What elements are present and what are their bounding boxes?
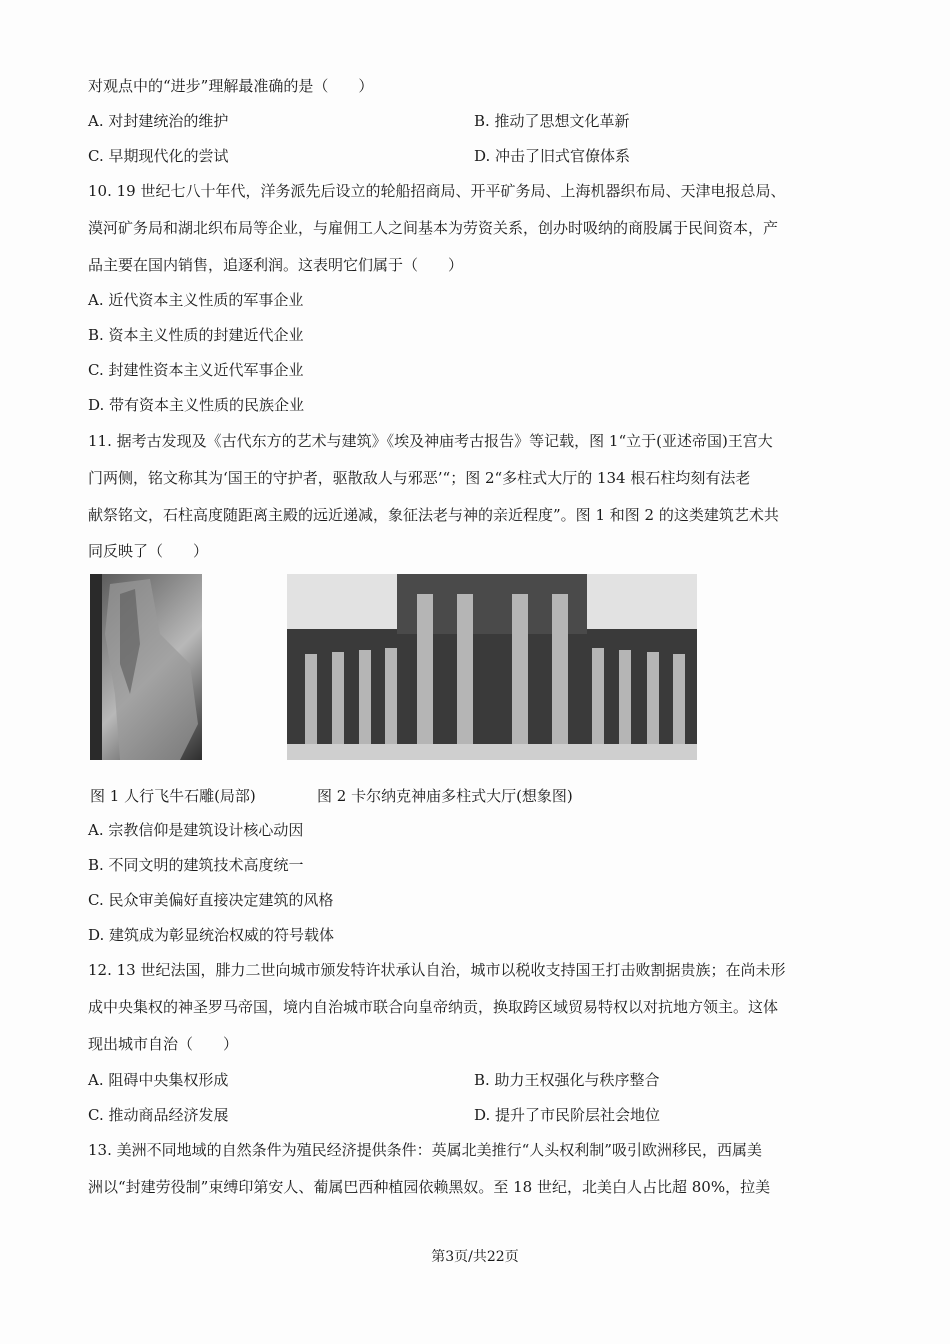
figure-2-caption: 图 2 卡尔纳克神庙多柱式大厅(想象图) bbox=[317, 787, 573, 805]
q9-option-c: C. 早期现代化的尝试 bbox=[88, 147, 229, 165]
q13-stem-line: 13. 美洲不同地域的自然条件为殖民经济提供条件：英属北美推行“人头权利制”吸引欧洲移民，西属美 bbox=[88, 1141, 762, 1159]
q12-option-d: D. 提升了市民阶层社会地位 bbox=[474, 1106, 661, 1124]
q12-stem-line: 成中央集权的神圣罗马帝国，境内自治城市联合向皇帝纳贡，换取跨区域贸易特权以对抗地方领主。这体 bbox=[88, 998, 779, 1016]
q10-option-b: B. 资本主义性质的封建近代企业 bbox=[88, 326, 304, 344]
q10-stem-line: 品主要在国内销售，追逐利润。这表明它们属于（ ） bbox=[88, 256, 464, 274]
q9-stem: 对观点中的“进步”理解最准确的是（ ） bbox=[88, 77, 374, 95]
q11-option-c: C. 民众审美偏好直接决定建筑的风格 bbox=[88, 891, 334, 909]
q12-stem-line: 现出城市自治（ ） bbox=[88, 1035, 239, 1053]
q9-option-d: D. 冲击了旧式官僚体系 bbox=[474, 147, 631, 165]
figure-1-winged-bull-image bbox=[90, 574, 202, 760]
q12-stem-line: 12. 13 世纪法国，腓力二世向城市颁发特许状承认自治，城市以税收支持国王打击败割据贵族；在尚未形 bbox=[88, 961, 786, 979]
q12-option-a: A. 阻碍中央集权形成 bbox=[88, 1071, 229, 1089]
figure-1-caption: 图 1 人行飞牛石雕(局部) bbox=[90, 787, 256, 805]
q12-option-c: C. 推动商品经济发展 bbox=[88, 1106, 229, 1124]
q10-option-c: C. 封建性资本主义近代军事企业 bbox=[88, 361, 304, 379]
q11-stem-line: 11. 据考古发现及《古代东方的艺术与建筑》《埃及神庙考古报告》等记载，图 1“立于(亚述帝国)王宫大 bbox=[88, 432, 773, 450]
q12-option-b: B. 助力王权强化与秩序整合 bbox=[474, 1071, 660, 1089]
q10-stem-line: 漠河矿务局和湖北织布局等企业，与雇佣工人之间基本为劳资关系，创办时吸纳的商股属于民间资本，产 bbox=[88, 219, 779, 237]
page-number: 第3页/共22页 bbox=[431, 1249, 519, 1265]
q10-option-d: D. 带有资本主义性质的民族企业 bbox=[88, 396, 305, 414]
q11-stem-line: 同反映了（ ） bbox=[88, 542, 209, 560]
q11-stem-line: 献祭铭文，石柱高度随距离主殿的远近递减，象征法老与神的亲近程度”。图 1 和图 2 的这类建筑艺术共 bbox=[88, 506, 779, 524]
q11-stem-line: 门两侧，铭文称其为‘国王的守护者，驱散敌人与邪恶’“；图 2“多柱式大厅的 134 根石柱均刻有法老 bbox=[88, 469, 751, 487]
q9-option-b: B. 推动了思想文化革新 bbox=[474, 112, 630, 130]
q10-stem-line: 10. 19 世纪七八十年代，洋务派先后设立的轮船招商局、开平矿务局、上海机器织布局、天津电报总局、 bbox=[88, 182, 786, 200]
q11-option-b: B. 不同文明的建筑技术高度统一 bbox=[88, 856, 304, 874]
q10-option-a: A. 近代资本主义性质的军事企业 bbox=[88, 291, 304, 309]
q11-option-d: D. 建筑成为彰显统治权威的符号载体 bbox=[88, 926, 335, 944]
q11-option-a: A. 宗教信仰是建筑设计核心动因 bbox=[88, 821, 304, 839]
q13-stem-line: 洲以“封建劳役制”束缚印第安人、葡属巴西种植园依赖黑奴。至 18 世纪，北美白人占比超 80%，拉美 bbox=[88, 1178, 771, 1196]
q9-option-a: A. 对封建统治的维护 bbox=[88, 112, 229, 130]
figure-2-hypostyle-hall-image bbox=[287, 574, 697, 760]
